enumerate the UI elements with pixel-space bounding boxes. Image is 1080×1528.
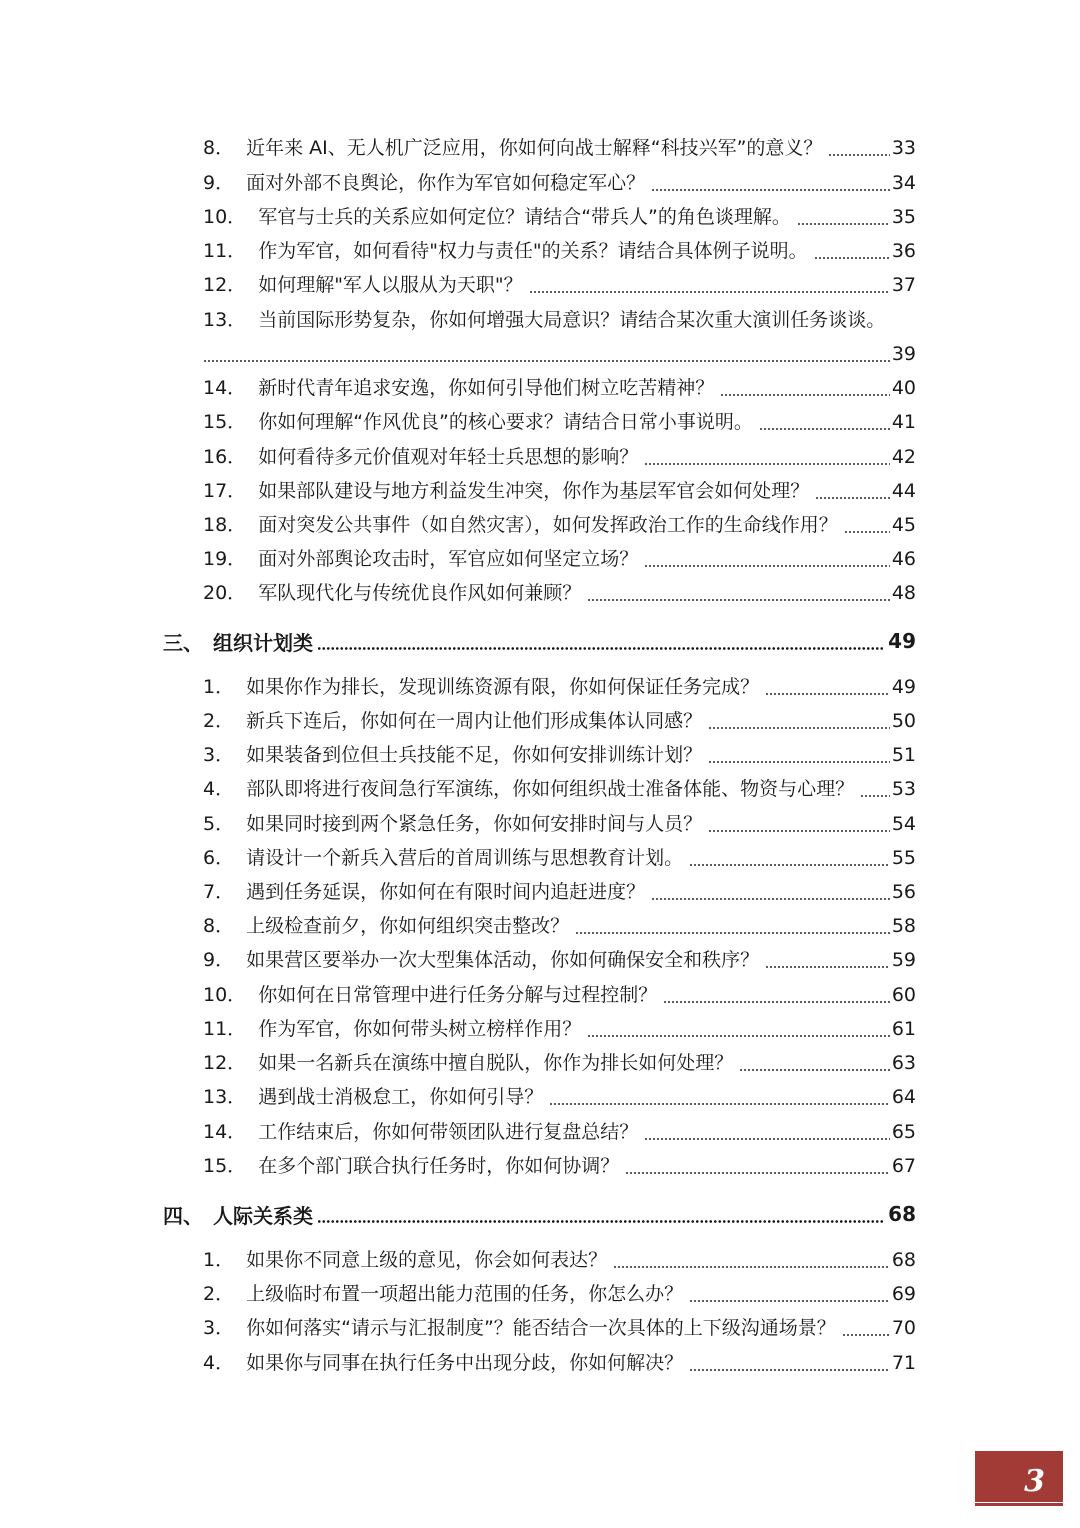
toc-entry-number: 18． (203, 514, 247, 536)
toc-entry-page: 37 (891, 274, 916, 296)
toc-entry[interactable] (203, 371, 916, 405)
toc-entry-page: 71 (891, 1352, 916, 1374)
toc-leader-dots (203, 360, 890, 362)
toc-section-heading[interactable] (163, 1194, 916, 1234)
toc-entry-number: 16． (203, 446, 247, 468)
toc-entry[interactable] (203, 670, 916, 704)
toc-entry-page: 42 (891, 446, 916, 468)
toc-entry-number: 11． (203, 1018, 247, 1040)
toc-entry[interactable] (203, 738, 916, 772)
toc-leader-dots (814, 257, 890, 259)
section-page: 49 (888, 629, 916, 653)
toc-leader-dots (708, 727, 890, 729)
toc-entry-title: 遇到任务延误，你如何在有限时间内追赶进度？ (246, 881, 646, 903)
toc-entry-page: 35 (891, 206, 916, 228)
toc-entry-page: 61 (891, 1018, 916, 1040)
toc-entry-number: 5． (203, 813, 235, 835)
toc-section-heading[interactable] (163, 621, 916, 661)
toc-entry-page: 63 (891, 1052, 916, 1074)
toc-entry-page: 59 (891, 949, 916, 971)
section-number: 四、 (163, 1203, 203, 1228)
toc-entry-title: 如果营区要举办一次大型集体活动，你如何确保安全和秩序？ (246, 949, 760, 971)
toc-entry[interactable] (203, 1149, 916, 1183)
toc-entry-page: 58 (891, 915, 916, 937)
toc-entry-page: 70 (891, 1317, 916, 1339)
toc-entry-title: 工作结束后，你如何带领团队进行复盘总结？ (258, 1121, 639, 1143)
toc-entry-title: 在多个部门联合执行任务时，你如何协调？ (258, 1155, 620, 1177)
page-number: 3 (1024, 1464, 1045, 1499)
toc-entry-page: 44 (891, 480, 916, 502)
toc-entry[interactable] (203, 1277, 916, 1311)
toc-entry-title: 你如何理解“作风优良”的核心要求？请结合日常小事说明。 (258, 411, 753, 433)
toc-entry-title: 部队即将进行夜间急行军演练，你如何组织战士准备体能、物资与心理？ (246, 778, 855, 800)
toc-entry-number: 2． (203, 1283, 235, 1305)
toc-leader-dots (651, 189, 890, 191)
toc-entry[interactable] (203, 1243, 916, 1277)
page-number-badge (975, 1451, 1063, 1502)
toc-entry[interactable] (203, 542, 916, 576)
toc-leader-dots (765, 693, 890, 695)
toc-leader-dots (651, 898, 890, 900)
toc-entry-page: 33 (891, 137, 916, 159)
toc-entry-page: 34 (891, 172, 916, 194)
toc-entry-page: 36 (891, 240, 916, 262)
toc-entry-title: 遇到战士消极怠工，你如何引导？ (258, 1086, 544, 1108)
toc-leader-dots (587, 1035, 890, 1037)
toc-entry-title: 如果同时接到两个紧急任务，你如何安排时间与人员？ (246, 813, 703, 835)
toc-entry-number: 19． (203, 548, 247, 570)
toc-entry-title: 你如何在日常管理中进行任务分解与过程控制？ (258, 984, 658, 1006)
toc-entry-title: 新兵下连后，你如何在一周内让他们形成集体认同感？ (246, 710, 703, 732)
toc-entry-number: 11． (203, 240, 247, 262)
toc-entry-number: 15． (203, 411, 247, 433)
toc-entry[interactable] (203, 772, 916, 806)
toc-leader-dots (842, 1334, 890, 1336)
toc-entry[interactable] (203, 405, 916, 439)
toc-entry-title: 如果你与同事在执行任务中出现分歧，你如何解决？ (246, 1352, 684, 1374)
toc-entry[interactable] (203, 576, 916, 610)
toc-entry-title: 如何理解"军人以服从为天职"？ (258, 274, 523, 296)
toc-entry[interactable] (203, 978, 916, 1012)
toc-leader-dots (844, 531, 890, 533)
toc-leader-dots (613, 1266, 890, 1268)
toc-entry[interactable] (203, 508, 916, 542)
toc-entry-page: 56 (891, 881, 916, 903)
toc-entry-number: 4． (203, 1352, 235, 1374)
toc-entry[interactable] (203, 303, 916, 337)
toc-entry[interactable] (203, 875, 916, 909)
toc-entry-title: 新时代青年追求安逸，你如何引导他们树立吃苦精神？ (258, 377, 715, 399)
toc-leader-dots (860, 795, 890, 797)
toc-entry[interactable] (203, 1311, 916, 1345)
toc-entry-title: 如果你不同意上级的意见，你会如何表达？ (246, 1249, 608, 1271)
toc-entry[interactable] (203, 234, 916, 268)
toc-entry-number: 20． (203, 582, 247, 604)
toc-leader-dots (708, 761, 890, 763)
toc-leader-dots (765, 966, 890, 968)
toc-entry[interactable] (203, 166, 916, 200)
toc-entry-number: 8． (203, 137, 235, 159)
toc-entry[interactable] (203, 440, 916, 474)
toc-entry[interactable] (203, 807, 916, 841)
toc-entry-title: 上级检查前夕，你如何组织突击整改？ (246, 915, 570, 937)
toc-entry-page: 69 (891, 1283, 916, 1305)
toc-entry[interactable] (203, 1346, 916, 1380)
toc-entry-number: 10． (203, 984, 247, 1006)
toc-entry-page: 48 (891, 582, 916, 604)
toc-entry-page: 67 (891, 1155, 916, 1177)
toc-entry-page: 45 (891, 514, 916, 536)
toc-entry-number: 7． (203, 881, 235, 903)
toc-entry[interactable] (203, 474, 916, 508)
toc-leader-dots (689, 864, 890, 866)
toc-leader-dots (663, 1001, 890, 1003)
toc-leader-dots (549, 1103, 890, 1105)
toc-entry-page: 41 (891, 411, 916, 433)
toc-entry[interactable] (203, 131, 916, 165)
toc-leader-dots (689, 1300, 890, 1302)
toc-leader-dots (720, 394, 890, 396)
section-title: 人际关系类 (213, 1203, 313, 1228)
toc-entry-page: 50 (891, 710, 916, 732)
toc-entry-page: 65 (891, 1121, 916, 1143)
toc-entry-title: 上级临时布置一项超出能力范围的任务，你怎么办？ (246, 1283, 684, 1305)
toc-entry-number: 12． (203, 1052, 247, 1074)
toc-entry[interactable] (203, 1012, 916, 1046)
section-page: 68 (888, 1202, 916, 1226)
page-badge-underline (975, 1503, 1063, 1506)
toc-entry-number: 13． (203, 309, 247, 331)
toc-entry-title: 如果装备到位但士兵技能不足，你如何安排训练计划？ (246, 744, 703, 766)
toc-entry-title: 作为军官，如何看待"权力与责任"的关系？请结合具体例子说明。 (258, 240, 808, 262)
toc-entry-page: 64 (891, 1086, 916, 1108)
toc-leader-dots (317, 647, 885, 650)
toc-entry-page: 39 (891, 343, 916, 365)
toc-entry-number: 13． (203, 1086, 247, 1108)
section-title: 组织计划类 (213, 630, 313, 655)
toc-entry-page: 54 (891, 813, 916, 835)
toc-leader-dots (317, 1220, 885, 1223)
toc-leader-dots (689, 1369, 890, 1371)
toc-entry-page: 46 (891, 548, 916, 570)
toc-leader-dots (797, 223, 890, 225)
toc-entry[interactable] (203, 1080, 916, 1114)
toc-entry-page: 51 (891, 744, 916, 766)
toc-entry-page: 40 (891, 377, 916, 399)
toc-entry[interactable] (203, 200, 916, 234)
toc-entry[interactable] (203, 268, 916, 302)
toc-entry-number: 2． (203, 710, 235, 732)
toc-entry-number: 8． (203, 915, 235, 937)
toc-entry-title: 军官与士兵的关系应如何定位？请结合“带兵人”的角色谈理解。 (258, 206, 791, 228)
toc-entry-number: 17． (203, 480, 247, 502)
toc-entry[interactable] (203, 909, 916, 943)
toc-leader-dots (815, 497, 890, 499)
toc-entry-title: 作为军官，你如何带头树立榜样作用？ (258, 1018, 582, 1040)
toc-entry-page: 60 (891, 984, 916, 1006)
toc-entry-page: 68 (891, 1249, 916, 1271)
toc-entry[interactable] (203, 1115, 916, 1149)
toc-entry-title: 请设计一个新兵入营后的首周训练与思想教育计划。 (246, 847, 684, 869)
toc-entry-number: 15． (203, 1155, 247, 1177)
toc-entry-title: 如何看待多元价值观对年轻士兵思想的影响？ (258, 446, 639, 468)
toc-entry-page: 49 (891, 676, 916, 698)
toc-entry-number: 4． (203, 778, 235, 800)
toc-entry-number: 6． (203, 847, 235, 869)
toc-leader-dots (575, 932, 890, 934)
toc-entry-title: 当前国际形势复杂，你如何增强大局意识？请结合某次重大演训任务谈谈。 (258, 309, 886, 331)
toc-leader-dots (708, 830, 890, 832)
toc-entry-number: 1． (203, 1249, 235, 1271)
toc-entry-number: 1． (203, 676, 235, 698)
toc-leader-dots (587, 599, 890, 601)
toc-entry-number: 9． (203, 172, 235, 194)
toc-leader-dots (644, 1138, 890, 1140)
toc-entry-title: 面对突发公共事件（如自然灾害），如何发挥政治工作的生命线作用？ (258, 514, 838, 536)
toc-entry-number: 10． (203, 206, 247, 228)
toc-entry-title: 如果你作为排长，发现训练资源有限，你如何保证任务完成？ (246, 676, 760, 698)
toc-entry[interactable] (203, 704, 916, 738)
toc-entry-title: 如果部队建设与地方利益发生冲突，你作为基层军官会如何处理？ (258, 480, 810, 502)
toc-entry-number: 12． (203, 274, 247, 296)
toc-leader-dots (739, 1069, 890, 1071)
toc-leader-dots (644, 463, 890, 465)
toc-entry[interactable] (203, 841, 916, 875)
toc-leader-dots (828, 154, 889, 156)
toc-entry-number: 3． (203, 1317, 235, 1339)
toc-entry-page: 53 (891, 778, 916, 800)
section-number: 三、 (163, 630, 203, 655)
toc-entry[interactable] (203, 1046, 916, 1080)
toc-entry-number: 14． (203, 377, 247, 399)
toc-entry[interactable] (203, 943, 916, 977)
toc-leader-dots (644, 565, 890, 567)
toc-entry-title: 你如何落实“请示与汇报制度”？能否结合一次具体的上下级沟通场景？ (246, 1317, 836, 1339)
toc-entry-title: 如果一名新兵在演练中擅自脱队，你作为排长如何处理？ (258, 1052, 734, 1074)
toc-entry-page: 55 (891, 847, 916, 869)
toc-leader-dots (529, 291, 890, 293)
toc-entry-title: 面对外部舆论攻击时，军官应如何坚定立场？ (258, 548, 639, 570)
toc-leader-dots (759, 428, 890, 430)
toc-leader-dots (625, 1172, 890, 1174)
toc-entry-title: 近年来 AI、无人机广泛应用，你如何向战士解释“科技兴军”的意义？ (246, 137, 823, 159)
toc-entry-number: 14． (203, 1121, 247, 1143)
toc-entry-number: 3． (203, 744, 235, 766)
toc-entry-title: 军队现代化与传统优良作风如何兼顾？ (258, 582, 582, 604)
toc-entry-number: 9． (203, 949, 235, 971)
toc-entry-title: 面对外部不良舆论，你作为军官如何稳定军心？ (246, 172, 646, 194)
toc-entry-continuation[interactable] (203, 337, 916, 371)
